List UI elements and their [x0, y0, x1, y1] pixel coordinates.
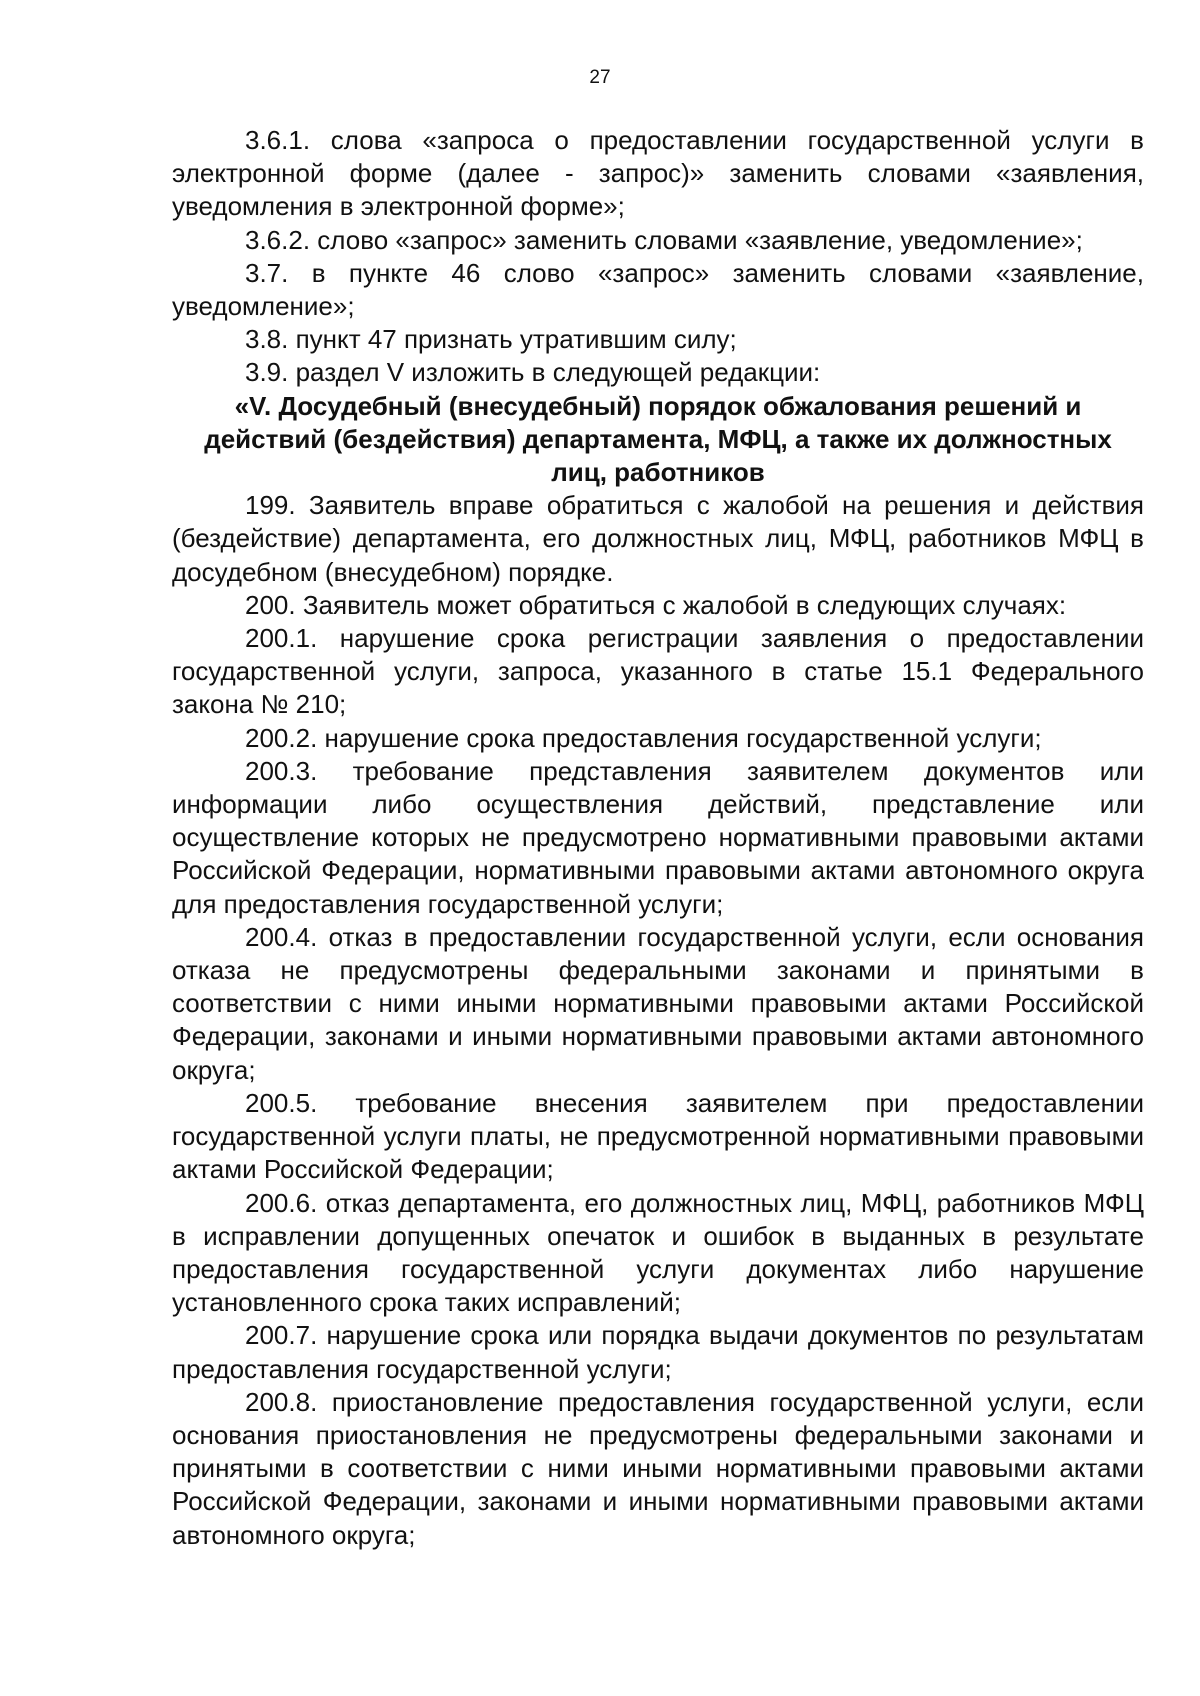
paragraph-3-6-2: 3.6.2. слово «запрос» заменить словами «заявление, уведомление»; — [245, 224, 1083, 255]
paragraph-200-4: 200.4. отказ в предоставлении государственной услуги, если основания отказа не предусмотрены федеральными законами и принятыми в соответствии с ними иными нормативными правовыми актами Российской Федерации, законами и иными нормативными правовыми актами автономного округа; — [172, 921, 1144, 1085]
paragraph-200-1: 200.1. нарушение срока регистрации заявления о предоставлении государственной услуги, запроса, указанного в статье 15.1 Федерального закона № 210; — [172, 623, 1144, 720]
paragraph-200-7: 200.7. нарушение срока или порядка выдачи документов по результатам предоставления государственной услуги; — [172, 1320, 1144, 1384]
document-body — [172, 124, 1144, 1552]
paragraph-200-5: 200.5. требование внесения заявителем при предоставлении государственной услуги платы, не предусмотренной нормативными правовыми актами Российской Федерации; — [172, 1087, 1144, 1185]
paragraph-200-6: 200.6. отказ департамента, его должностных лиц, МФЦ, работников МФЦ в исправлении допущенных опечаток и ошибок в выданных в результате предоставления государственной услуги документах либо нарушение установленного срока таких исправлений; — [172, 1187, 1144, 1318]
paragraph-200-3: 200.3. требование представления заявителем документов или информации либо осуществления действий, представление или осуществление которых не предусмотрено нормативными правовыми актами Российской Федерации, нормативными правовыми актами автономного округа для предоставления государственной услуги; — [172, 755, 1144, 919]
section-heading: «V. Досудебный (внесудебный) порядок обжалования решений и действий (бездействия) департамента, МФЦ, а также их должностных лиц, работников — [204, 390, 1112, 488]
paragraph-200-2: 200.2. нарушение срока предоставления государственной услуги; — [245, 722, 1042, 753]
paragraph-3-6-1: 3.6.1. слова «запроса о предоставлении государственной услуги в электронной форме (далее - запрос)» заменить словами «заявления, уведомления в электронной форме»; — [172, 125, 1144, 222]
page-number: 27 — [589, 67, 611, 88]
paragraph-200-8: 200.8. приостановление предоставления государственной услуги, если основания приостановления не предусмотрены федеральными законами и принятыми в соответствии с ними иными нормативными правовыми актами Российской Федерации, законами и иными нормативными правовыми актами автономного округа; — [172, 1386, 1144, 1550]
paragraph-199: 199. Заявитель вправе обратиться с жалобой на решения и действия (бездействие) департамента, его должностных лиц, МФЦ, работников МФЦ в досудебном (внесудебном) порядке. — [172, 490, 1144, 587]
paragraph-3-8: 3.8. пункт 47 признать утратившим силу; — [245, 324, 737, 355]
paragraph-3-9: 3.9. раздел V изложить в следующей редакции: — [245, 357, 821, 388]
paragraph-3-7: 3.7. в пункте 46 слово «запрос» заменить словами «заявление, уведомление»; — [172, 257, 1144, 322]
paragraph-200: 200. Заявитель может обратиться с жалобой в следующих случаях: — [245, 589, 1067, 620]
